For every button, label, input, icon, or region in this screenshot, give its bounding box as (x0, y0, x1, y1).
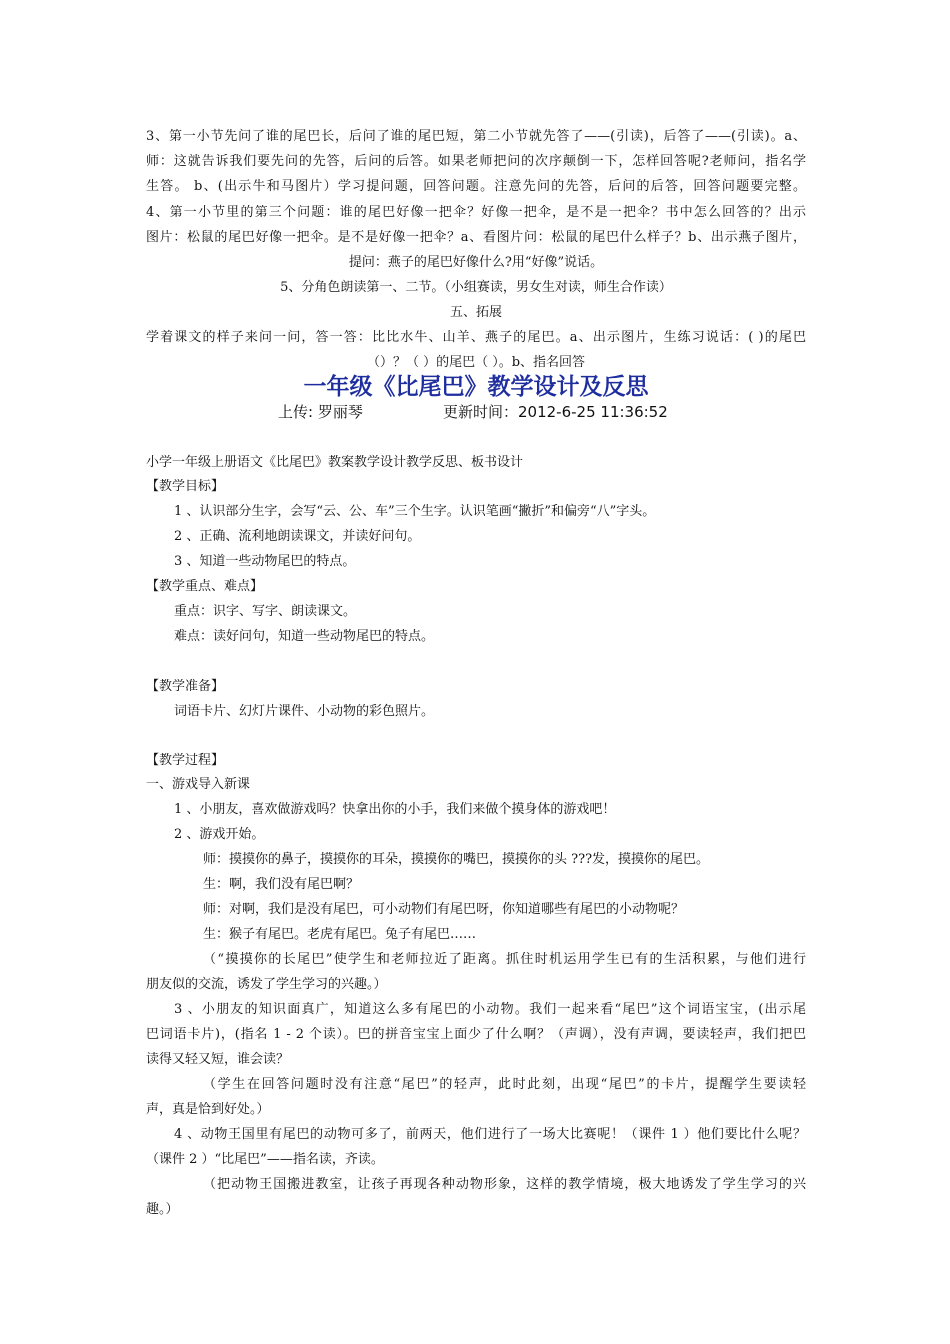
paragraph-4-line-2: 图片：松鼠的尾巴好像一把伞。是不是好像一把伞？a、看图片问：松鼠的尾巴什么样子？b、出示燕子图片， (146, 230, 806, 245)
step-3-line-2: 巴词语卡片)，(指名 1 - 2 个读）。巴的拼音宝宝上面少了什么啊？（声调），没有声调，要读轻声，我们把巴 (146, 1027, 806, 1042)
step-3-line-1: 3 、小朋友的知识面真广，知道这么多有尾巴的小动物。我们一起来看“尾巴”这个词语宝宝，(出示尾 (174, 1002, 806, 1017)
key-point-difficulty: 难点：读好问句，知道一些动物尾巴的特点。 (174, 629, 435, 644)
note-3-line-2: 趣。） (146, 1202, 179, 1217)
dialogue-1: 师：摸摸你的鼻子，摸摸你的耳朵，摸摸你的嘴巴，摸摸你的头 ???发，摸摸你的尾巴。 (203, 852, 710, 867)
section-heading-extension: 五、拓展 (449, 305, 502, 320)
step-3-line-3: 读得又轻又短，谁会读？ (146, 1052, 290, 1067)
paragraph-4-line-1: 4、第一小节里的第三个问题：谁的尾巴好像一把伞？好像一把伞，是不是一把伞？书中怎么回答的？出示 (146, 205, 806, 220)
goal-3: 3 、知道一些动物尾巴的特点。 (174, 554, 356, 569)
uploader: 上传: 罗丽琴 (278, 403, 363, 421)
heading-process: 【教学过程】 (146, 753, 225, 768)
note-3-line-1: （把动物王国搬进教室，让孩子再现各种动物形象，这样的教学情境，极大地诱发了学生学习的兴 (203, 1177, 806, 1192)
step-1: 1 、小朋友，喜欢做游戏吗？快拿出你的小手，我们来做个摸身体的游戏吧！ (174, 802, 616, 817)
paragraph-4-line-3: 提问：燕子的尾巴好像什么?用“好像”说话。 (348, 255, 604, 270)
paragraph-5: 5、分角色朗读第一、二节。（小组赛读，男女生对读，师生合作读） (280, 280, 672, 295)
paragraph-3-line-1: 3、第一小节先问了谁的尾巴长，后问了谁的尾巴短，第二小节就先答了——(引读)，后答了——(引读)。a、 (146, 129, 806, 144)
section-1-heading: 一、游戏导入新课 (146, 777, 251, 792)
dialogue-3: 师：对啊，我们是没有尾巴，可小动物们有尾巴呀，你知道哪些有尾巴的小动物呢？ (203, 902, 685, 917)
note-2-line-2: 声，真是恰到好处。） (146, 1102, 270, 1117)
note-1-line-1: （“摸摸你的长尾巴”使学生和老师拉近了距离。抓住时机运用学生已有的生活积累，与他们进行 (203, 952, 806, 967)
extension-line-1: 学着课文的样子来问一问，答一答：比比水牛、山羊、燕子的尾巴。a、出示图片，生练习说话：( )的尾巴 (146, 330, 806, 345)
paragraph-3-line-2: 师：这就告诉我们要先问的先答，后问的后答。如果老师把问的次序颠倒一下，怎样回答呢?老师问，指名学 (146, 154, 806, 169)
heading-key-points: 【教学重点、难点】 (146, 579, 264, 594)
dialogue-4: 生：猴子有尾巴。老虎有尾巴。兔子有尾巴…… (203, 927, 477, 942)
step-4-line-2: （课件 2 ）“比尾巴”——指名读，齐读。 (146, 1152, 384, 1167)
extension-line-2: （）？（ ）的尾巴（ ）。b、指名回答 (366, 355, 586, 370)
paragraph-3-line-3: 生答。 b、(出示牛和马图片）学习提问题，回答问题。注意先问的先答，后问的后答，回答问题要完整。 (146, 179, 806, 194)
update-time: 更新时间：2012-6-25 11:36:52 (443, 403, 668, 421)
article-title: 一年级《比尾巴》教学设计及反思 (303, 374, 649, 400)
preparation-text: 词语卡片、幻灯片课件、小动物的彩色照片。 (174, 704, 435, 719)
note-1-line-2: 朋友似的交流，诱发了学生学习的兴趣。） (146, 977, 387, 992)
dialogue-2: 生：啊，我们没有尾巴啊？ (203, 877, 360, 892)
heading-preparation: 【教学准备】 (146, 679, 225, 694)
goal-1: 1 、认识部分生字，会写“云、公、车”三个生字。认识笔画“撇折”和偏旁“八”字头。 (174, 504, 656, 519)
note-2-line-1: （学生在回答问题时没有注意“尾巴”的轻声，此时此刻，出现“尾巴”的卡片，提醒学生要读轻 (203, 1077, 806, 1092)
goal-2: 2 、正确、流利地朗读课文，并读好问句。 (174, 529, 421, 544)
key-point-focus: 重点：识字、写字、朗读课文。 (174, 604, 357, 619)
intro-line: 小学一年级上册语文《比尾巴》教案教学设计教学反思、板书设计 (146, 455, 524, 470)
step-4-line-1: 4 、动物王国里有尾巴的动物可多了，前两天，他们进行了一场大比赛呢！（课件 1 ）他们要比什么呢？ (174, 1127, 806, 1142)
step-2: 2 、游戏开始。 (174, 827, 265, 842)
heading-teaching-goals: 【教学目标】 (146, 479, 225, 494)
